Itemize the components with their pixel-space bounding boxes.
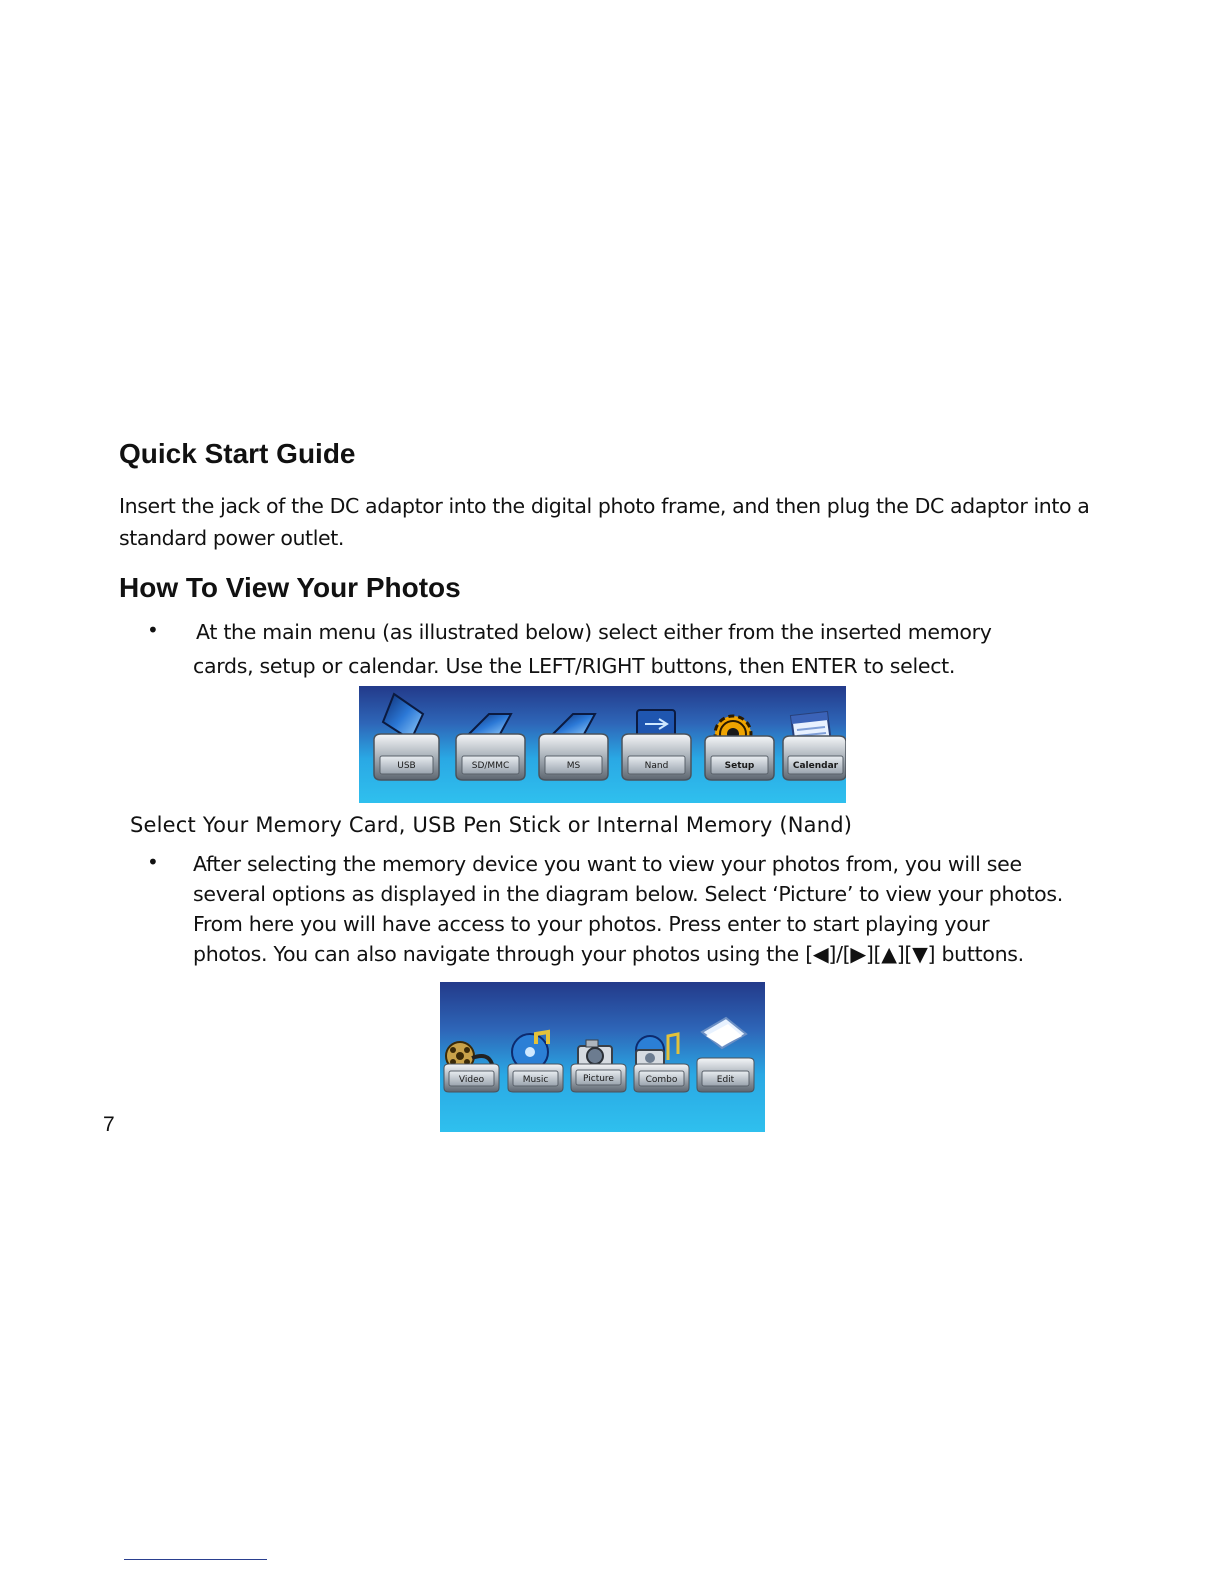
memory-stick-icon <box>551 714 595 736</box>
combo-icon <box>636 1034 678 1066</box>
bullet2-line-4: photos. You can also navigate through your photos using the [◀]/[▶][▲][▼] buttons. <box>193 942 1024 966</box>
page-number: 7 <box>103 1113 115 1136</box>
bullet-dot-2: • <box>147 850 159 874</box>
quick-start-line-2: standard power outlet. <box>119 526 344 550</box>
media-menu-screenshot <box>440 982 765 1132</box>
menu-slot-usb[interactable] <box>374 694 439 780</box>
menu-slot-calendar[interactable] <box>783 712 846 780</box>
menu-slot-picture[interactable] <box>571 1040 626 1092</box>
bullet2-line-3: From here you will have access to your photos. Press enter to start playing your <box>193 912 990 936</box>
menu-slot-ms[interactable] <box>539 714 608 780</box>
menu-label-video: Video <box>458 1075 485 1085</box>
quick-start-heading: Quick Start Guide <box>119 438 356 469</box>
menu-label-usb: USB <box>397 761 416 771</box>
menu-label-setup: Setup <box>724 761 755 771</box>
folder-icon <box>702 1018 746 1048</box>
menu-slot-nand[interactable] <box>622 710 691 780</box>
menu-label-combo: Combo <box>645 1075 678 1085</box>
menu-caption: Select Your Memory Card, USB Pen Stick or Internal Memory (Nand) <box>130 813 853 837</box>
menu-label-music: Music <box>522 1075 549 1085</box>
menu-slot-video[interactable] <box>444 1042 499 1092</box>
sd-card-icon <box>383 694 423 740</box>
main-menu-screenshot <box>359 686 846 803</box>
menu-slot-music[interactable] <box>508 1032 563 1092</box>
bullet1-line-2: cards, setup or calendar. Use the LEFT/RIGHT buttons, then ENTER to select. <box>193 654 956 678</box>
menu-label-nand: Nand <box>644 761 669 771</box>
menu-label-picture: Picture <box>583 1074 614 1084</box>
bullet2-line-2: several options as displayed in the diagram below. Select ‘Picture’ to view your photos. <box>193 882 1064 906</box>
camera-icon <box>578 1040 612 1066</box>
bullet-dot-1: • <box>147 618 159 642</box>
bullet2-line-1: After selecting the memory device you want to view your photos from, you will see <box>193 852 1022 876</box>
menu-slot-combo[interactable] <box>634 1034 689 1092</box>
footer-divider <box>124 1559 267 1560</box>
menu-label-calendar: Calendar <box>792 761 839 771</box>
menu-slot-sd-mmc[interactable] <box>456 714 525 780</box>
menu-label-ms: MS <box>566 761 581 771</box>
quick-start-line-1: Insert the jack of the DC adaptor into the digital photo frame, and then plug the DC adaptor into a <box>119 494 1090 518</box>
menu-slot-edit[interactable] <box>697 1018 754 1092</box>
view-photos-heading: How To View Your Photos <box>119 572 461 603</box>
menu-label-edit: Edit <box>716 1075 735 1085</box>
bullet1-line-1: At the main menu (as illustrated below) select either from the inserted memory <box>196 620 992 644</box>
menu-slot-setup[interactable] <box>705 716 774 780</box>
sd-card-icon <box>467 714 511 736</box>
menu-label-sd-mmc: SD/MMC <box>471 761 510 771</box>
